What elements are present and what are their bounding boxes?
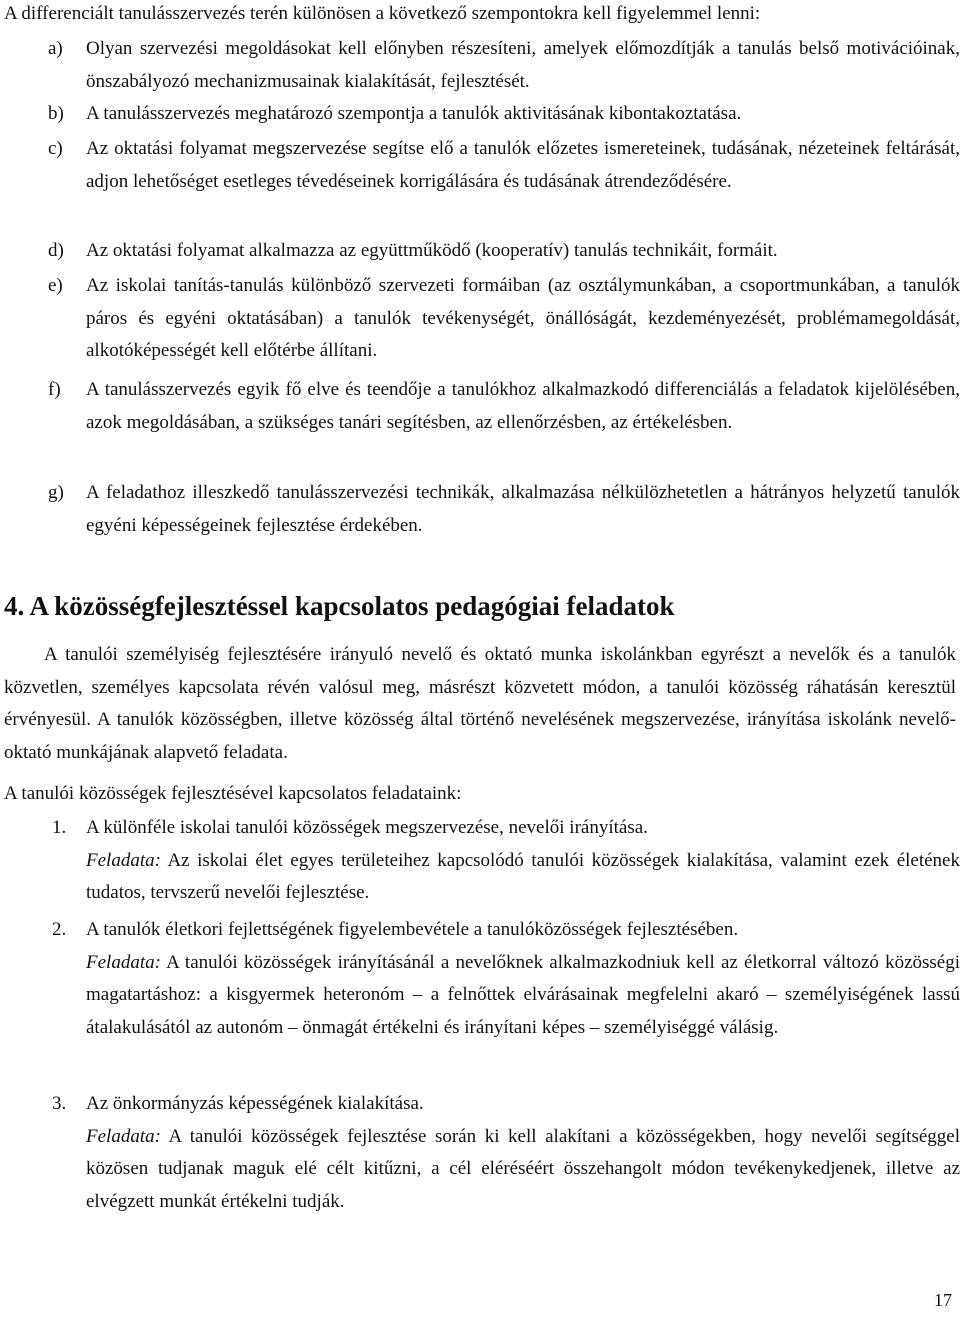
- task-description: [86, 845, 960, 910]
- principle-text: A tanulásszervezés egyik fő elve és teendője a tanulókhoz alkalmazkodó differenciálás a feladatok kijelölésében, azok megoldásában, a szükséges tanári segítésben, az ellenőrzésben, az értékelésben.: [86, 379, 960, 433]
- task-label: Feladata:: [86, 849, 161, 871]
- task-description: [86, 1121, 960, 1219]
- principle-marker: e): [48, 275, 63, 296]
- principle-item: [48, 98, 960, 131]
- principle-marker: f): [48, 379, 61, 400]
- task-title: Az önkormányzás képességének kialakítása.: [86, 1093, 424, 1114]
- principle-item: [48, 477, 960, 542]
- section-paragraph: A tanulói személyiség fejlesztésére irányuló nevelő és oktató munka iskolánkban egyrészt a nevelők és a tanulók közvetlen, személyes kapcsolata révén valósul meg, másrészt közvetett módon, a tanulói közösség ráhatásán keresztül érvényesül. A tanulók közösségben, illetve közösség által történő nevelésének megszervezése, irányítása iskolánk nevelő-oktató munkájának alapvető feladata.: [4, 644, 956, 763]
- page-number: 17: [934, 1290, 952, 1310]
- principle-item: [48, 235, 960, 268]
- task-text: A tanulói közösségek irányításánál a nevelőknek alkalmazkodniuk kell az életkorral változó közösségi magatartáshoz: a kisgyermek heteronóm – a felnőttek elvárásainak megfelelni akaró – személyiségének lassú átalakulásától az autonóm – önmagát értékelni és irányítani képes – személyiséggé válásig.: [86, 951, 960, 1038]
- principle-text: A tanulásszervezés meghatározó szempontja a tanulók aktivitásának kibontakoztatása.: [86, 103, 742, 124]
- task-marker: 2.: [52, 919, 67, 940]
- principle-item: [48, 374, 960, 439]
- task-description: [86, 947, 960, 1045]
- task-marker: 1.: [52, 817, 67, 838]
- principle-marker: c): [48, 138, 63, 159]
- principle-marker: b): [48, 103, 64, 124]
- task-marker: 3.: [52, 1093, 67, 1114]
- task-text: A tanulói közösségek fejlesztése során ki kell alakítani a közösségekben, hogy nevelői segítséggel közösen tudjanak maguk elé célt kitűzni, a cél eléréséért összehangolt módon tevékenykedjenek, illetve az elvégzett munkát értékelni tudják.: [86, 1125, 960, 1212]
- tasks-intro: A tanulói közösségek fejlesztésével kapcsolatos feladataink:: [4, 783, 462, 804]
- principle-item: [48, 33, 960, 98]
- principle-marker: g): [48, 482, 64, 503]
- principle-text: A feladathoz illeszkedő tanulásszervezési technikák, alkalmazása nélkülözhetetlen a hátrányos helyzetű tanulók egyéni képességeinek fejlesztése érdekében.: [86, 482, 960, 536]
- principle-marker: a): [48, 38, 63, 59]
- task-item: [48, 1088, 960, 1218]
- principle-item: [48, 133, 960, 198]
- principle-text: Az oktatási folyamat megszervezése segítse elő a tanulók előzetes ismereteinek, tudásának, nézeteinek feltárását, adjon lehetőséget esetleges tévedéseinek korrigálására és tudásának átrendeződésére.: [86, 138, 960, 192]
- task-title: A különféle iskolai tanulói közösségek megszervezése, nevelői irányítása.: [86, 817, 648, 838]
- principle-text: Olyan szervezési megoldásokat kell előnyben részesíteni, amelyek előmozdítják a tanulás belső motivációinak, önszabályozó mechanizmusainak kialakítását, fejlesztését.: [86, 38, 960, 92]
- task-text: Az iskolai élet egyes területeihez kapcsolódó tanulói közösségek kialakítása, valamint ezek életének tudatos, tervszerű nevelői fejlesztése.: [86, 849, 960, 903]
- task-label: Feladata:: [86, 1125, 161, 1147]
- section-heading: 4. A közösségfejlesztéssel kapcsolatos pedagógiai feladatok: [4, 591, 675, 621]
- task-item: [48, 812, 960, 910]
- principle-marker: d): [48, 240, 64, 261]
- principle-text: Az oktatási folyamat alkalmazza az együttműködő (kooperatív) tanulás technikáit, formáit.: [86, 240, 778, 261]
- principle-text: Az iskolai tanítás-tanulás különböző szervezeti formáiban (az osztálymunkában, a csoportmunkában, a tanulók páros és egyéni oktatásában) a tanulók tevékenységét, önállóságát, kezdeményezését, problémamegoldását, alkotóképességét kell előtérbe állítani.: [86, 275, 960, 361]
- intro-text: A differenciált tanulásszervezés terén különösen a következő szempontokra kell figyelemmel lenni:: [4, 3, 761, 24]
- task-item: [48, 914, 960, 1044]
- task-title: A tanulók életkori fejlettségének figyelembevétele a tanulóközösségek fejlesztésében.: [86, 919, 739, 940]
- principle-item: [48, 270, 960, 368]
- task-label: Feladata:: [86, 951, 161, 973]
